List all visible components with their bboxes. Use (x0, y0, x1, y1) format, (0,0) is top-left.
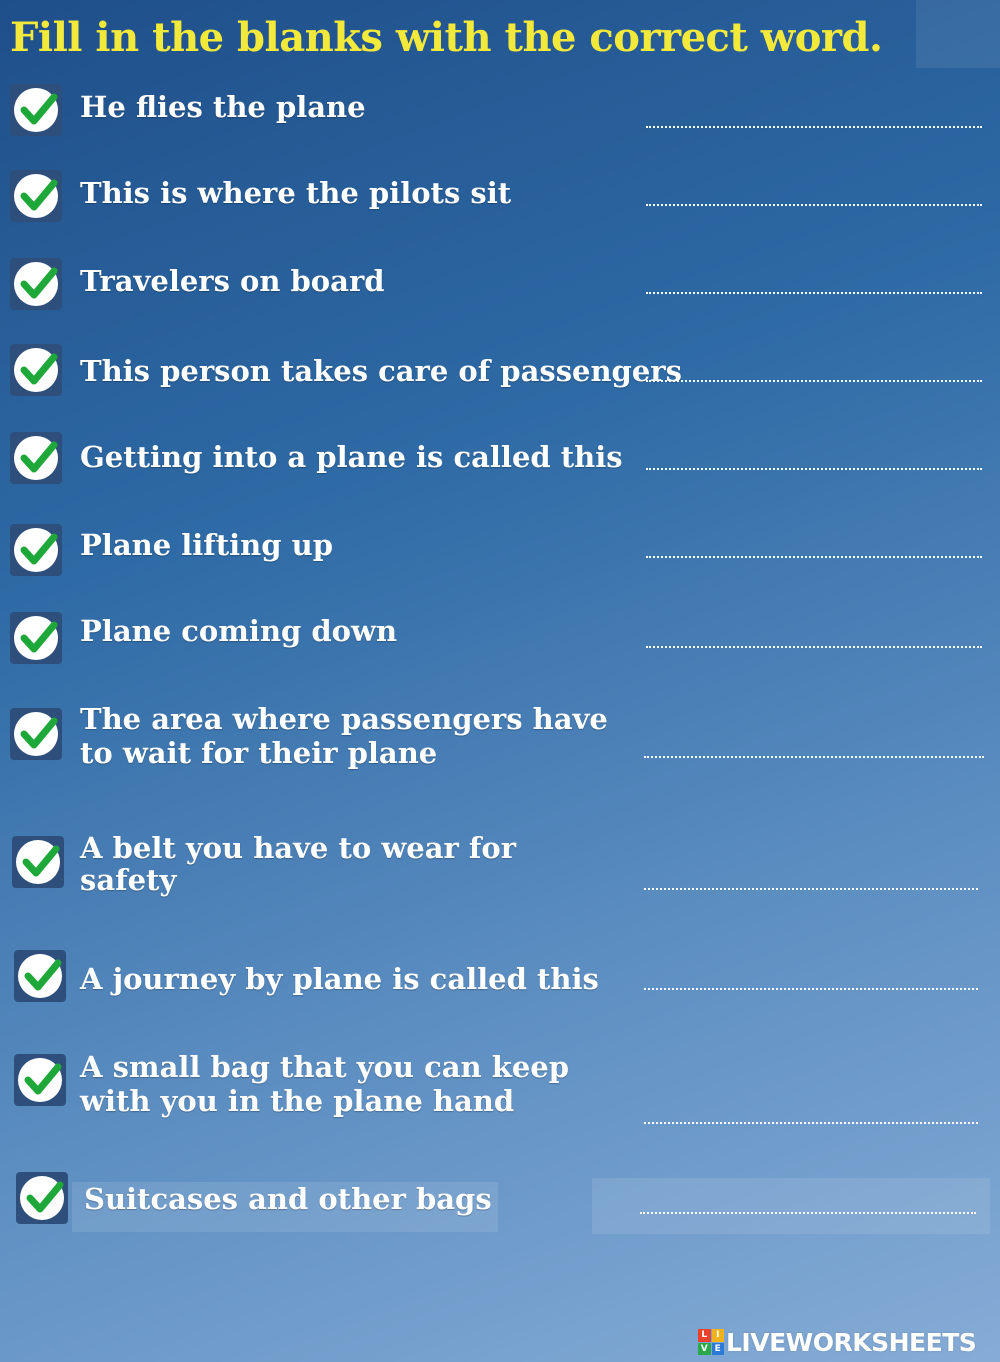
check-icon (16, 262, 60, 306)
check-icon-box (10, 612, 62, 664)
check-icon (16, 436, 60, 480)
answer-blank[interactable] (644, 886, 978, 890)
item-label: A journey by plane is called this (80, 962, 599, 996)
title-highlight-box (916, 0, 1000, 68)
check-icon (16, 88, 60, 132)
item-label: A small bag that you can keep with you in the plane hand (80, 1050, 570, 1118)
answer-blank[interactable] (640, 1210, 976, 1214)
check-icon-box (12, 836, 64, 888)
check-icon (16, 348, 60, 392)
answer-highlight-box (592, 1178, 990, 1234)
item-label: Plane lifting up (80, 528, 333, 562)
check-icon (18, 840, 62, 884)
check-icon-box (10, 432, 62, 484)
check-icon-box (16, 1172, 68, 1224)
check-icon-box (10, 708, 62, 760)
check-icon-box (14, 1054, 66, 1106)
answer-blank[interactable] (646, 378, 982, 382)
answer-blank[interactable] (646, 466, 982, 470)
answer-blank[interactable] (644, 1120, 978, 1124)
item-label: Plane coming down (80, 614, 398, 648)
check-icon (16, 712, 60, 756)
answer-blank[interactable] (646, 202, 982, 206)
check-icon (20, 954, 64, 998)
logo-text: LIVEWORKSHEETS (726, 1327, 977, 1357)
item-label: He flies the plane (80, 90, 366, 124)
check-icon (16, 528, 60, 572)
answer-blank[interactable] (646, 290, 982, 294)
item-label: Suitcases and other bags (84, 1182, 492, 1216)
check-icon (22, 1176, 66, 1220)
check-icon (16, 616, 60, 660)
logo-mark-icon: L I V E (698, 1329, 724, 1355)
check-icon-box (10, 524, 62, 576)
item-label: A belt you have to wear for safety (80, 831, 516, 897)
check-icon (16, 174, 60, 218)
answer-blank[interactable] (644, 754, 984, 758)
item-label: Getting into a plane is called this (80, 440, 623, 474)
check-icon (20, 1058, 64, 1102)
page-title: Fill in the blanks with the correct word. (10, 14, 883, 61)
check-icon-box (10, 344, 62, 396)
answer-blank[interactable] (646, 644, 982, 648)
check-icon-box (10, 170, 62, 222)
item-label: This person takes care of passengers (80, 354, 682, 388)
answer-blank[interactable] (646, 554, 982, 558)
check-icon-box (14, 950, 66, 1002)
item-label: This is where the pilots sit (80, 176, 512, 210)
item-label: The area where passengers have to wait for their plane (80, 702, 608, 770)
answer-blank[interactable] (644, 986, 978, 990)
item-label: Travelers on board (80, 264, 385, 298)
check-icon-box (10, 258, 62, 310)
liveworksheets-logo (698, 1326, 976, 1358)
check-icon-box (10, 84, 62, 136)
answer-blank[interactable] (646, 124, 982, 128)
